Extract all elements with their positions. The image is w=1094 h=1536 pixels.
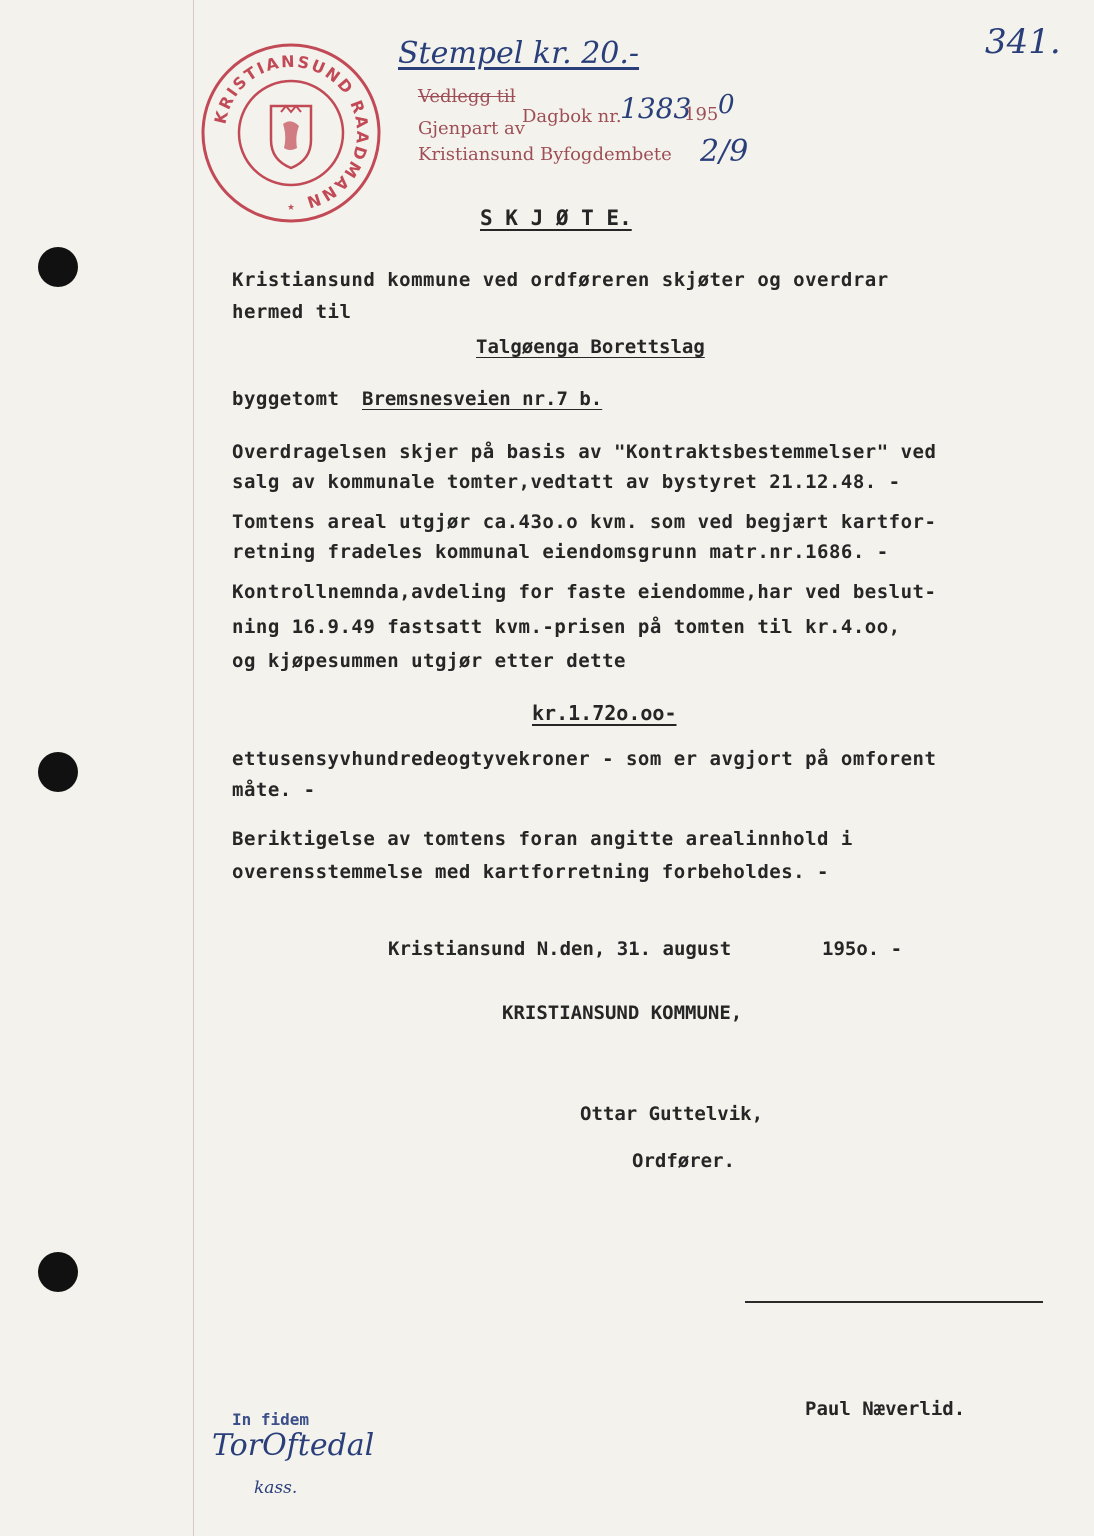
dagbok-year: 195 [684,104,719,125]
municipal-seal [198,40,384,226]
body-line: Kristiansund kommune ved ordføreren skjøter og overdrar [232,269,889,291]
punch-hole [38,247,78,287]
witness-name: Paul Næverlid. [805,1398,966,1420]
purchase-amount: kr.1.72o.oo- [532,701,677,725]
margin-line [193,0,194,1536]
plot-prefix: byggetomt [232,388,340,410]
plot-address: Bremsnesveien nr.7 b. [362,388,603,410]
office-label: Kristiansund Byfogdembete [418,144,672,165]
dagbok-number: 1383 [620,92,692,125]
municipality-name: KRISTIANSUND KOMMUNE, [502,1002,743,1024]
document-title: S K J Ø T E. [480,206,632,230]
body-line: måte. - [232,779,316,801]
handwritten-date: 2/9 [700,134,749,169]
svg-text:★: ★ [287,199,295,213]
body-line: retning fradeles kommunal eiendomsgrunn matr.nr.1686. - [232,541,889,563]
body-line: Beriktigelse av tomtens foran angitte arealinnhold i [232,828,853,850]
body-line: Overdragelsen skjer på basis av "Kontraktsbestemmelser" ved [232,441,937,463]
punch-hole [38,1252,78,1292]
page-number: 341. [985,22,1061,62]
buyer-name: Talgøenga Borettslag [476,336,705,358]
date-year: 195o. - [822,938,903,960]
dagbok-year-digit: 0 [718,90,735,120]
punch-hole [38,752,78,792]
body-line: Kontrollnemnda,avdeling for faste eiendomme,har ved beslut- [232,581,937,603]
gjenpart-av-label: Gjenpart av [418,118,525,139]
body-line: ning 16.9.49 fastsatt kvm.-prisen på tomten til kr.4.oo, [232,616,901,638]
place-date: Kristiansund N.den, 31. august [388,938,732,960]
body-line: overensstemmelse med kartforretning forbeholdes. - [232,861,829,883]
body-line: Tomtens areal utgjør ca.43o.o kvm. som ved begjært kartfor- [232,511,937,533]
body-line: ettusensyvhundredeogtyvekroner - som er avgjort på omforent [232,748,937,770]
signer-name: Ottar Guttelvik, [580,1103,764,1125]
body-line: hermed til [232,301,352,323]
dagbok-label: Dagbok nr. [522,106,622,127]
in-fidem-stamp: In fidem [232,1410,310,1429]
vedlegg-til-label: Vedlegg til [418,86,516,107]
body-line: salg av kommunale tomter,vedtatt av bystyret 21.12.48. - [232,471,901,493]
body-line: og kjøpesummen utgjør etter dette [232,650,626,672]
kass-note: kass. [254,1478,298,1498]
handwritten-signature: TorOftedal [212,1428,375,1463]
stamp-fee-note: Stempel kr. 20.- [398,36,640,71]
seal-text: KRISTIANSUND RAADMANN [210,51,373,213]
signer-title: Ordfører. [632,1150,735,1172]
signature-line [745,1301,1043,1303]
